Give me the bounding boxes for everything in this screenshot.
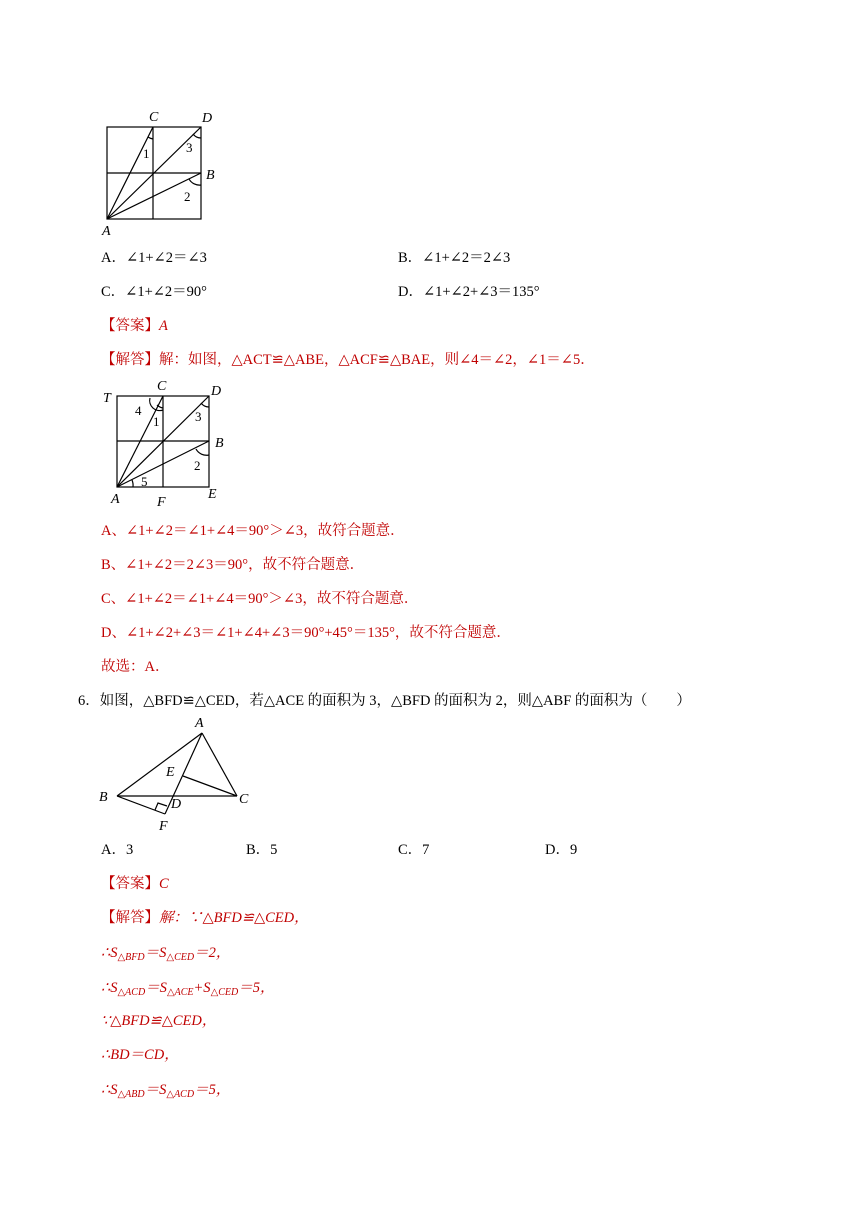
math-text: ∴S [101, 1082, 118, 1098]
fig1-angle-2: 2 [184, 189, 191, 204]
solution-tag: 【解答】 [101, 910, 159, 926]
math-text: ＝S [144, 1082, 167, 1098]
answer-value: C [159, 876, 169, 892]
fig2-label-c: C [157, 379, 167, 394]
fig1-label-b: B [206, 168, 215, 183]
fig3-label-d: D [171, 797, 182, 812]
answer-tag: 【答案】 [101, 318, 159, 334]
solution-text: 解：∵△BFD≌△CED， [159, 910, 309, 926]
fig3-label-c: C [239, 792, 249, 807]
q6-solution-line-4: ∵△BFD≌△CED， [101, 1013, 217, 1029]
q6-solution-line-2 [101, 944, 230, 967]
q6-option-a: A．3 [101, 842, 134, 858]
math-text: ＝5， [238, 980, 275, 996]
math-subscript: △ABD [117, 1089, 145, 1100]
fig2-label-f: F [157, 495, 166, 510]
math-text: ＝S [145, 980, 167, 996]
math-text: ＝5， [194, 1082, 231, 1098]
q6-solution-line-1 [101, 909, 309, 927]
q5-solution-choice: 故选：A． [101, 659, 170, 675]
q5-option-d: D．∠1+∠2+∠3＝135° [398, 284, 540, 300]
fig1-angle-3: 3 [186, 140, 193, 155]
q6-solution-line-6 [101, 1081, 230, 1104]
q5-solution-line-b: B、∠1+∠2＝2∠3＝90°，故不符合题意． [101, 557, 365, 573]
q6-option-d: D．9 [545, 842, 578, 858]
q6-option-c: C．7 [398, 842, 430, 858]
q5-solution-line-c: C、∠1+∠2＝∠1+∠4＝90°＞∠3，故不符合题意． [101, 591, 419, 607]
math-text: ＝2， [194, 945, 231, 961]
q5-solution-line-d: D、∠1+∠2+∠3＝∠1+∠4+∠3＝90°+45°＝135°，故不符合题意． [101, 625, 511, 641]
fig2-label-a: A [111, 492, 120, 507]
math-text: ∴S [101, 980, 118, 996]
solution-tag: 【解答】 [101, 352, 159, 368]
q5-option-c: C．∠1+∠2＝90° [101, 284, 207, 300]
q6-solution-line-5: ∴BD＝CD， [101, 1047, 179, 1063]
fig2-angle-5: 5 [141, 474, 148, 489]
answer-value: A [159, 318, 168, 334]
fig1-label-a: A [102, 224, 111, 239]
math-subscript: △CED [166, 952, 195, 963]
fig1-angle-1: 1 [143, 146, 150, 161]
answer-tag: 【答案】 [101, 876, 159, 892]
fig2-label-t: T [103, 391, 111, 406]
fig2-angle-2: 2 [194, 458, 201, 473]
fig3-label-f: F [159, 819, 168, 834]
q6-stem: 6．如图，△BFD≌△CED，若△ACE 的面积为 3，△BFD 的面积为 2，则△ABF 的面积为（ ） [78, 693, 691, 709]
q6-answer [101, 875, 169, 893]
math-subscript: △BFD [117, 952, 145, 963]
fig2-angle-1: 1 [153, 414, 160, 429]
q6-solution-line-3 [101, 979, 275, 1002]
fig3-label-b: B [99, 790, 108, 805]
math-text: +S [193, 980, 211, 996]
math-subscript: △CED [210, 987, 239, 998]
math-subscript: △ACD [117, 987, 146, 998]
fig2-angle-3: 3 [195, 409, 202, 424]
fig2-label-d: D [211, 384, 222, 399]
fig2-angle-4: 4 [135, 403, 142, 418]
fig2-label-b: B [215, 436, 224, 451]
math-subscript: △ACD [166, 1089, 195, 1100]
fig1-label-d: D [202, 111, 213, 126]
math-text: ∴S [101, 945, 118, 961]
math-text: ＝S [144, 945, 167, 961]
q6-option-b: B．5 [246, 842, 278, 858]
math-subscript: △ACE [166, 987, 194, 998]
fig3-label-e: E [166, 765, 175, 780]
solution-intro: 解：如图，△ACT≌△ABE，△ACF≌△BAE，则∠4＝∠2，∠1＝∠5． [159, 352, 595, 368]
fig1-label-c: C [149, 110, 159, 125]
fig3-label-a: A [195, 716, 204, 731]
q5-option-a: A．∠1+∠2＝∠3 [101, 250, 207, 266]
fig2-label-e: E [208, 487, 217, 502]
q5-solution-line-a: A、∠1+∠2＝∠1+∠4＝90°＞∠3，故符合题意． [101, 523, 405, 539]
q5-option-b: B．∠1+∠2＝2∠3 [398, 250, 511, 266]
